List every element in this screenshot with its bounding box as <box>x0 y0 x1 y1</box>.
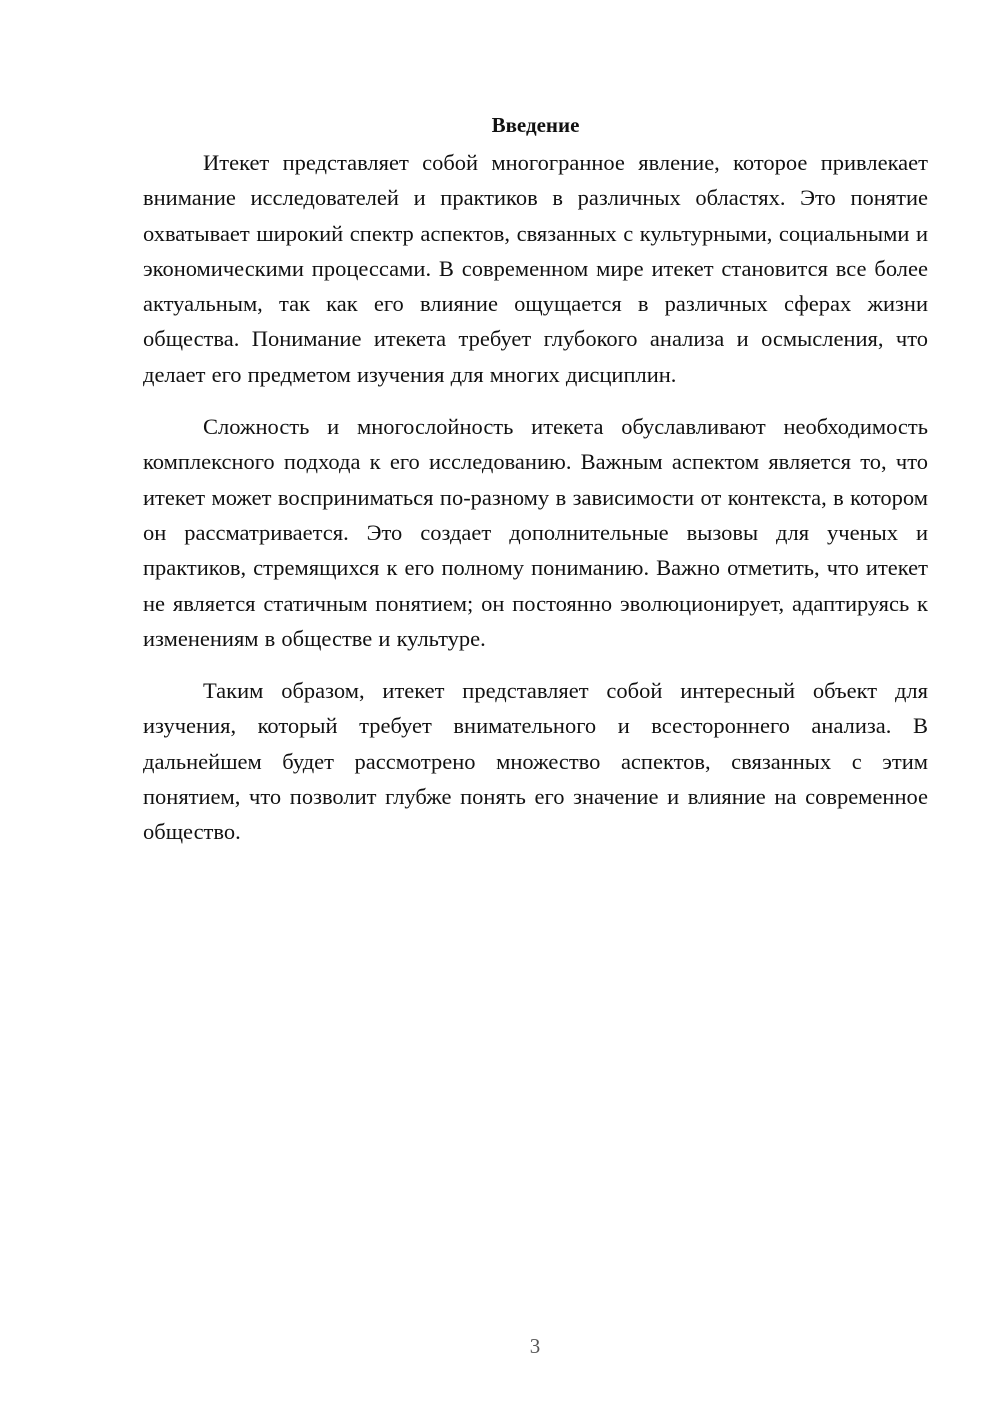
paragraph-1: Итекет представляет собой многогранное явление, которое привлекает внимание исследователей и практиков в различных областях. Это понятие охватывает широкий спектр аспектов, связанных с культурными, социальными и экономическими процессами. В современном мире итекет становится все более актуальным, так как его влияние ощущается в различных сферах жизни общества. Понимание итекета требует глубокого анализа и осмысления, что делает его предметом изучения для многих дисциплин. <box>143 150 928 387</box>
paragraph-3: Таким образом, итекет представляет собой интересный объект для изучения, который требует внимательного и всестороннего анализа. В дальнейшем будет рассмотрено множество аспектов, связанных с этим понятием, что позволит глубже понять его значение и влияние на современное общество. <box>143 678 928 845</box>
body-text <box>143 145 928 850</box>
page-number: 3 <box>529 1334 541 1358</box>
section-title: Введение <box>491 113 580 138</box>
paragraph-2: Сложность и многослойность итекета обуславливают необходимость комплексного подхода к его исследованию. Важным аспектом является то, что итекет может восприниматься по-разному в зависимости от контекста, в котором он рассматривается. Это создает дополнительные вызовы для ученых и практиков, стремящихся к его полному пониманию. Важно отметить, что итекет не является статичным понятием; он постоянно эволюционирует, адаптируясь к изменениям в обществе и культуре. <box>143 414 928 651</box>
